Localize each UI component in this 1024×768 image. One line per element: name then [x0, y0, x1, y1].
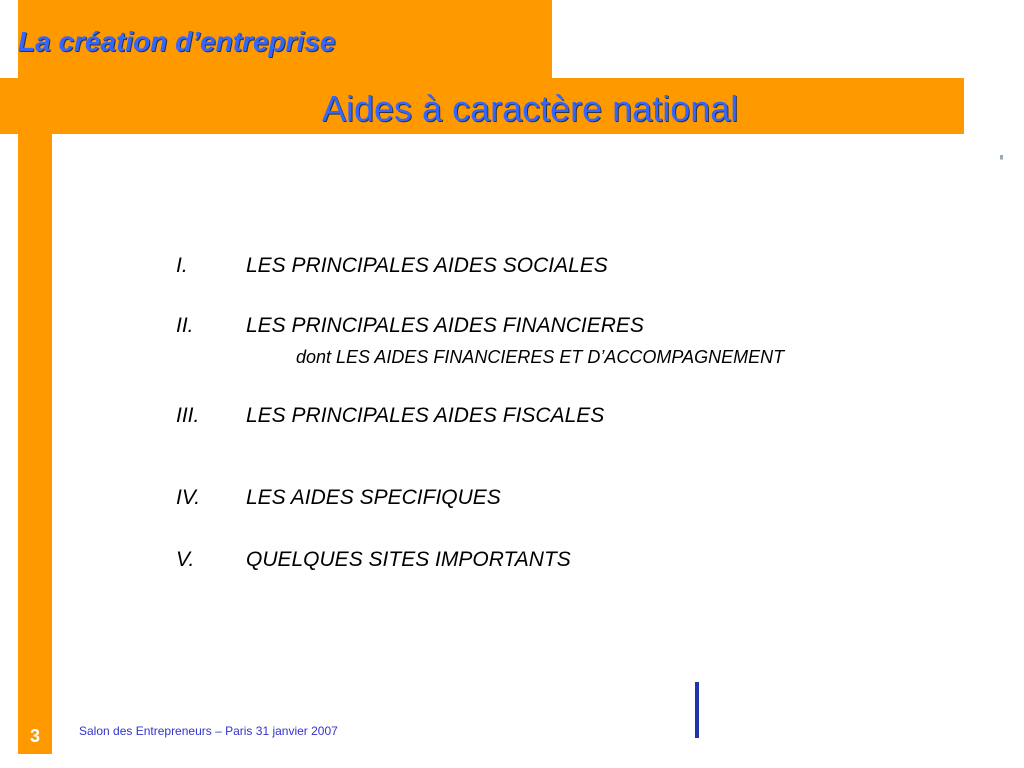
outline-item-number: II. [176, 314, 194, 337]
outline-item [176, 548, 571, 572]
outline-item [176, 486, 501, 510]
outline-item-subtitle: dont LES AIDES FINANCIERES ET D’ACCOMPAGNEMENT [296, 347, 785, 367]
outline-item-label: QUELQUES SITES IMPORTANTS [246, 548, 571, 571]
slide-subtitle: Aides à caractère national [322, 88, 739, 129]
outline-item [176, 404, 604, 428]
outline-item-label: LES PRINCIPALES AIDES FISCALES [246, 404, 605, 427]
footer-divider-bar [695, 682, 699, 738]
outline-item-label: LES PRINCIPALES AIDES SOCIALES [246, 254, 608, 277]
slide-header-title: La création d’entreprise [18, 26, 336, 57]
edge-mark [1000, 150, 1003, 166]
outline-item [176, 254, 608, 278]
footer-caption: Salon des Entrepreneurs – Paris 31 janvier 2007 [79, 724, 338, 738]
page-number: 3 [29, 725, 40, 746]
outline-item-number: III. [176, 404, 200, 427]
outline-item [176, 314, 644, 338]
page-number-badge [18, 718, 52, 754]
outline-item-number: IV. [176, 486, 201, 509]
outline-item-label: LES AIDES SPECIFIQUES [246, 486, 501, 509]
outline-item-number: V. [176, 548, 195, 571]
outline-item-number: I. [176, 254, 188, 277]
outline-item-label: LES PRINCIPALES AIDES FINANCIERES [246, 314, 644, 337]
left-orange-bar [18, 134, 52, 754]
